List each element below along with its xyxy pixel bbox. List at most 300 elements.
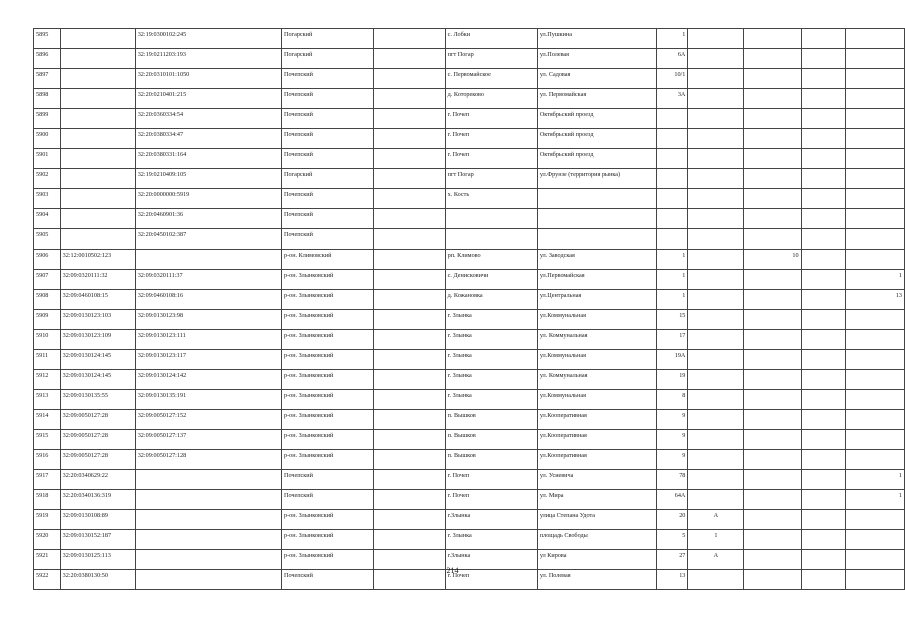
table-cell	[374, 229, 445, 249]
table-cell: Почепский	[281, 470, 373, 490]
table-cell: 32:09:0320111:37	[135, 269, 281, 289]
table-cell	[744, 89, 801, 109]
table-cell	[60, 29, 135, 49]
table-cell: 32:09:0050127:137	[135, 429, 281, 449]
table-cell: 5910	[34, 329, 61, 349]
table-cell	[845, 329, 904, 349]
table-row	[34, 369, 905, 389]
table-cell	[801, 389, 845, 409]
table-cell: 5919	[34, 510, 61, 530]
table-cell: 32:09:0130124:145	[60, 369, 135, 389]
table-cell	[801, 269, 845, 289]
table-row	[34, 269, 905, 289]
table-cell	[688, 490, 744, 510]
table-cell	[60, 89, 135, 109]
table-cell	[845, 49, 904, 69]
table-cell: 78	[657, 470, 688, 490]
table-cell	[374, 209, 445, 229]
table-cell: 32:20:0460901:36	[135, 209, 281, 229]
table-cell	[801, 289, 845, 309]
table-cell: п. Вышков	[445, 429, 537, 449]
table-cell	[845, 409, 904, 429]
table-cell: г.Злынка	[445, 510, 537, 530]
table-cell	[374, 89, 445, 109]
table-cell	[374, 510, 445, 530]
table-cell	[845, 249, 904, 269]
table-cell: 32:20:0380331:164	[135, 149, 281, 169]
table-cell: 9	[657, 449, 688, 469]
table-cell	[688, 169, 744, 189]
table-cell: ул. Коммунальная	[537, 329, 656, 349]
table-cell	[801, 429, 845, 449]
table-cell: 32:20:0210401:215	[135, 89, 281, 109]
table-cell: 9	[657, 429, 688, 449]
table-cell	[374, 149, 445, 169]
table-cell	[688, 189, 744, 209]
table-row	[34, 109, 905, 129]
table-cell: 13	[845, 289, 904, 309]
table-cell	[657, 229, 688, 249]
table-cell	[374, 109, 445, 129]
table-cell: 5906	[34, 249, 61, 269]
table-cell	[744, 470, 801, 490]
table-cell	[801, 229, 845, 249]
table-cell	[801, 109, 845, 129]
table-cell	[688, 149, 744, 169]
table-cell	[801, 470, 845, 490]
table-cell	[688, 129, 744, 149]
table-cell: г. Злынка	[445, 329, 537, 349]
table-cell: 32:20:0450102:387	[135, 229, 281, 249]
table-cell: г. Почеп	[445, 129, 537, 149]
records-table	[33, 28, 905, 590]
table-cell: площадь Свободы	[537, 530, 656, 550]
table-cell	[374, 329, 445, 349]
table-cell: 5908	[34, 289, 61, 309]
table-cell	[537, 209, 656, 229]
table-cell	[744, 189, 801, 209]
table-cell: 32:09:0050127:28	[60, 409, 135, 429]
table-cell	[688, 470, 744, 490]
table-cell: 32:09:0130124:142	[135, 369, 281, 389]
table-cell: г. Почеп	[445, 570, 537, 590]
table-cell: ул.Коммунальная	[537, 389, 656, 409]
table-cell: ул.Коммунальная	[537, 349, 656, 369]
table-cell: 5916	[34, 449, 61, 469]
table-cell	[657, 209, 688, 229]
table-cell	[688, 109, 744, 129]
table-cell	[744, 69, 801, 89]
table-cell: 32:09:0130124:145	[60, 349, 135, 369]
table-row	[34, 409, 905, 429]
table-cell	[801, 409, 845, 429]
table-cell: 32:09:0130135:191	[135, 389, 281, 409]
table-cell: Погарский	[281, 29, 373, 49]
table-cell	[845, 169, 904, 189]
table-cell	[374, 449, 445, 469]
table-cell: 32:09:0460108:16	[135, 289, 281, 309]
table-cell: 32:09:0320111:32	[60, 269, 135, 289]
table-row	[34, 169, 905, 189]
table-row	[34, 309, 905, 329]
table-cell: 32:20:0310101:1050	[135, 69, 281, 89]
table-cell: с. Первомайское	[445, 69, 537, 89]
table-cell: пгт Погар	[445, 49, 537, 69]
table-cell	[801, 309, 845, 329]
table-cell	[374, 389, 445, 409]
table-cell: 32:19:0211203:193	[135, 49, 281, 69]
table-cell: ул.Коммунальная	[537, 309, 656, 329]
page-number: 214	[446, 566, 459, 575]
table-cell: 5914	[34, 409, 61, 429]
table-cell	[801, 510, 845, 530]
table-cell: ул.Кооперативная	[537, 449, 656, 469]
table-cell: 1	[657, 29, 688, 49]
table-cell: 1	[657, 289, 688, 309]
table-cell: 1	[657, 249, 688, 269]
table-cell	[845, 29, 904, 49]
table-cell: 19А	[657, 349, 688, 369]
table-row	[34, 149, 905, 169]
table-cell	[374, 369, 445, 389]
table-cell: 32:09:0130123:109	[60, 329, 135, 349]
table-cell: 32:09:0130123:98	[135, 309, 281, 329]
table-cell: г. Почеп	[445, 109, 537, 129]
table-cell: ул. Усиевича	[537, 470, 656, 490]
table-cell: с. Денисковичи	[445, 269, 537, 289]
table-cell: 5900	[34, 129, 61, 149]
table-cell	[801, 349, 845, 369]
table-cell: 5898	[34, 89, 61, 109]
table-cell	[688, 409, 744, 429]
table-row	[34, 289, 905, 309]
table-cell	[60, 69, 135, 89]
table-cell	[688, 69, 744, 89]
table-cell: 5917	[34, 470, 61, 490]
table-cell: 32:09:0130123:117	[135, 349, 281, 369]
table-cell: 32:20:0000000:5919	[135, 189, 281, 209]
table-cell: 1	[845, 470, 904, 490]
table-cell: 32:09:0130123:111	[135, 329, 281, 349]
table-row	[34, 129, 905, 149]
table-cell	[374, 129, 445, 149]
table-cell	[801, 530, 845, 550]
table-cell	[744, 510, 801, 530]
table-cell: 32:09:0050127:28	[60, 429, 135, 449]
table-cell	[374, 69, 445, 89]
table-cell	[801, 369, 845, 389]
table-cell	[801, 249, 845, 269]
table-cell: ул. Полевая	[537, 570, 656, 590]
table-cell	[744, 49, 801, 69]
table-cell	[374, 409, 445, 429]
table-cell	[744, 349, 801, 369]
table-row	[34, 249, 905, 269]
table-cell	[374, 470, 445, 490]
table-cell: 10/1	[657, 69, 688, 89]
table-cell	[60, 229, 135, 249]
table-cell	[801, 69, 845, 89]
table-cell: с. Лобки	[445, 29, 537, 49]
table-cell	[688, 389, 744, 409]
table-cell: Октябрьский проезд	[537, 109, 656, 129]
table-cell: 5915	[34, 429, 61, 449]
table-cell	[688, 449, 744, 469]
table-cell: улица Степана Удота	[537, 510, 656, 530]
table-cell: 15	[657, 309, 688, 329]
table-cell	[374, 49, 445, 69]
table-cell: Почепский	[281, 109, 373, 129]
table-cell	[744, 169, 801, 189]
table-cell	[801, 149, 845, 169]
table-cell	[135, 510, 281, 530]
table-cell: д. Кожановка	[445, 289, 537, 309]
table-cell: 8	[657, 389, 688, 409]
table-cell	[374, 429, 445, 449]
table-cell: г. Злынка	[445, 309, 537, 329]
table-cell	[657, 169, 688, 189]
table-cell: 9	[657, 409, 688, 429]
table-cell: 32:20:0360334:54	[135, 109, 281, 129]
table-cell	[845, 449, 904, 469]
table-cell: 20	[657, 510, 688, 530]
table-cell: 5903	[34, 189, 61, 209]
table-row	[34, 449, 905, 469]
table-cell	[845, 89, 904, 109]
table-cell: 27	[657, 550, 688, 570]
table-cell: г. Почеп	[445, 470, 537, 490]
table-cell: ул.Центральная	[537, 289, 656, 309]
table-cell	[744, 369, 801, 389]
table-cell: 32:19:0300102:245	[135, 29, 281, 49]
table-cell: 5897	[34, 69, 61, 89]
table-cell: р-он. Злынковский	[281, 389, 373, 409]
table-cell	[845, 69, 904, 89]
table-cell: п. Вышков	[445, 449, 537, 469]
table-cell: 32:09:0130152:187	[60, 530, 135, 550]
table-cell	[744, 209, 801, 229]
table-cell: р-он. Злынковский	[281, 329, 373, 349]
table-cell	[744, 409, 801, 429]
table-cell: Погарский	[281, 169, 373, 189]
table-cell: 5895	[34, 29, 61, 49]
table-cell	[657, 149, 688, 169]
table-cell: ул.Пушкина	[537, 29, 656, 49]
table-row	[34, 349, 905, 369]
table-cell: Почепский	[281, 490, 373, 510]
table-cell	[801, 329, 845, 349]
table-cell	[845, 349, 904, 369]
table-cell: р-он. Злынковский	[281, 289, 373, 309]
table-cell	[688, 229, 744, 249]
table-cell: Погарский	[281, 49, 373, 69]
table-cell	[688, 329, 744, 349]
table-cell: ул.Кооперативная	[537, 429, 656, 449]
table-cell: р-он. Злынковский	[281, 530, 373, 550]
table-cell	[845, 389, 904, 409]
table-cell: 5899	[34, 109, 61, 129]
table-cell	[801, 189, 845, 209]
table-cell: ул. Первомайская	[537, 89, 656, 109]
table-cell: Почепский	[281, 189, 373, 209]
table-cell: 3А	[657, 89, 688, 109]
table-cell: 5918	[34, 490, 61, 510]
table-cell	[135, 530, 281, 550]
table-row	[34, 429, 905, 449]
table-cell	[60, 109, 135, 129]
table-row	[34, 189, 905, 209]
table-cell	[801, 129, 845, 149]
table-cell: ул.Фрунзе (территория рынка)	[537, 169, 656, 189]
table-cell: 32:20:0380334:47	[135, 129, 281, 149]
table-cell: 6А	[657, 49, 688, 69]
table-cell	[845, 129, 904, 149]
table-cell	[374, 309, 445, 329]
table-cell	[801, 490, 845, 510]
table-cell	[845, 510, 904, 530]
table-cell: 17	[657, 329, 688, 349]
table-cell	[801, 449, 845, 469]
table-cell: р-он. Злынковский	[281, 510, 373, 530]
table-cell	[135, 470, 281, 490]
table-cell: 5905	[34, 229, 61, 249]
table-cell	[60, 169, 135, 189]
table-cell: г. Злынка	[445, 369, 537, 389]
table-cell	[60, 129, 135, 149]
table-cell: 5922	[34, 570, 61, 590]
table-cell	[744, 289, 801, 309]
table-cell: 1	[845, 269, 904, 289]
table-cell	[744, 389, 801, 409]
table-cell	[60, 209, 135, 229]
table-cell	[374, 269, 445, 289]
table-cell: г. Почеп	[445, 490, 537, 510]
table-cell	[845, 229, 904, 249]
table-cell: Почепский	[281, 69, 373, 89]
table-cell	[60, 49, 135, 69]
table-cell: р-он. Злынковский	[281, 269, 373, 289]
table-cell: 32:09:0130108:89	[60, 510, 135, 530]
table-cell	[374, 289, 445, 309]
table-cell	[688, 289, 744, 309]
table-cell: г.Злынка	[445, 550, 537, 570]
records-table-body	[34, 29, 905, 590]
table-cell	[374, 29, 445, 49]
table-cell	[744, 490, 801, 510]
table-cell: 5896	[34, 49, 61, 69]
table-cell: 32:09:0050127:128	[135, 449, 281, 469]
table-cell	[744, 329, 801, 349]
table-cell	[845, 189, 904, 209]
table-cell: 32:09:0130135:55	[60, 389, 135, 409]
table-cell	[374, 189, 445, 209]
table-cell	[744, 229, 801, 249]
table-cell: 1	[688, 530, 744, 550]
table-cell: д. Котоpеково	[445, 89, 537, 109]
table-cell	[801, 49, 845, 69]
table-cell: ул. Мира	[537, 490, 656, 510]
table-cell	[801, 209, 845, 229]
table-cell: 32:09:0130125:113	[60, 550, 135, 570]
table-cell: ул. Коммунальная	[537, 369, 656, 389]
table-cell	[688, 49, 744, 69]
table-cell: Почепский	[281, 89, 373, 109]
table-cell: 5912	[34, 369, 61, 389]
table-cell	[744, 129, 801, 149]
table-cell: 5901	[34, 149, 61, 169]
table-cell: 19	[657, 369, 688, 389]
table-cell: Почепский	[281, 229, 373, 249]
table-cell	[537, 189, 656, 209]
table-cell: 5921	[34, 550, 61, 570]
table-cell: 13	[657, 570, 688, 590]
table-cell: 32:09:0050127:152	[135, 409, 281, 429]
table-cell: х. Кость	[445, 189, 537, 209]
table-cell: ул Кирова	[537, 550, 656, 570]
table-cell	[744, 269, 801, 289]
table-cell: г. Почеп	[445, 149, 537, 169]
table-row	[34, 209, 905, 229]
table-cell: 5913	[34, 389, 61, 409]
table-cell	[135, 249, 281, 269]
table-cell	[744, 149, 801, 169]
table-row	[34, 389, 905, 409]
table-cell: р-он. Злынковский	[281, 349, 373, 369]
table-cell	[135, 490, 281, 510]
table-cell: Почепский	[281, 149, 373, 169]
table-cell	[744, 309, 801, 329]
table-cell	[845, 109, 904, 129]
table-cell	[688, 249, 744, 269]
table-cell: р-он. Климовский	[281, 249, 373, 269]
table-cell	[845, 209, 904, 229]
table-cell: рп. Климово	[445, 249, 537, 269]
table-cell: р-он. Злынковский	[281, 309, 373, 329]
table-cell: р-он. Злынковский	[281, 409, 373, 429]
table-row	[34, 69, 905, 89]
table-cell	[60, 149, 135, 169]
table-cell	[845, 369, 904, 389]
table-cell: р-он. Злынковский	[281, 429, 373, 449]
table-cell	[657, 189, 688, 209]
table-row	[34, 49, 905, 69]
table-cell	[537, 229, 656, 249]
table-cell: Октябрьский проезд	[537, 149, 656, 169]
table-cell: 32:20:0380130:50	[60, 570, 135, 590]
table-cell	[688, 89, 744, 109]
table-cell: р-он. Злынковский	[281, 449, 373, 469]
table-cell	[845, 149, 904, 169]
table-cell: ул. Заводская	[537, 249, 656, 269]
table-cell: 5902	[34, 169, 61, 189]
table-cell	[688, 29, 744, 49]
table-cell	[744, 530, 801, 550]
table-cell	[374, 169, 445, 189]
table-cell: г. Злынка	[445, 530, 537, 550]
table-cell	[445, 209, 537, 229]
table-cell: г. Злынка	[445, 349, 537, 369]
table-row	[34, 329, 905, 349]
table-cell: Почепский	[281, 209, 373, 229]
table-cell: А	[688, 550, 744, 570]
table-cell	[744, 29, 801, 49]
table-cell: 32:19:0210409:105	[135, 169, 281, 189]
table-cell: Октябрьский проезд	[537, 129, 656, 149]
table-cell: А	[688, 510, 744, 530]
table-cell: ул.Кооперативная	[537, 409, 656, 429]
table-cell: 10	[744, 249, 801, 269]
table-cell: 5907	[34, 269, 61, 289]
